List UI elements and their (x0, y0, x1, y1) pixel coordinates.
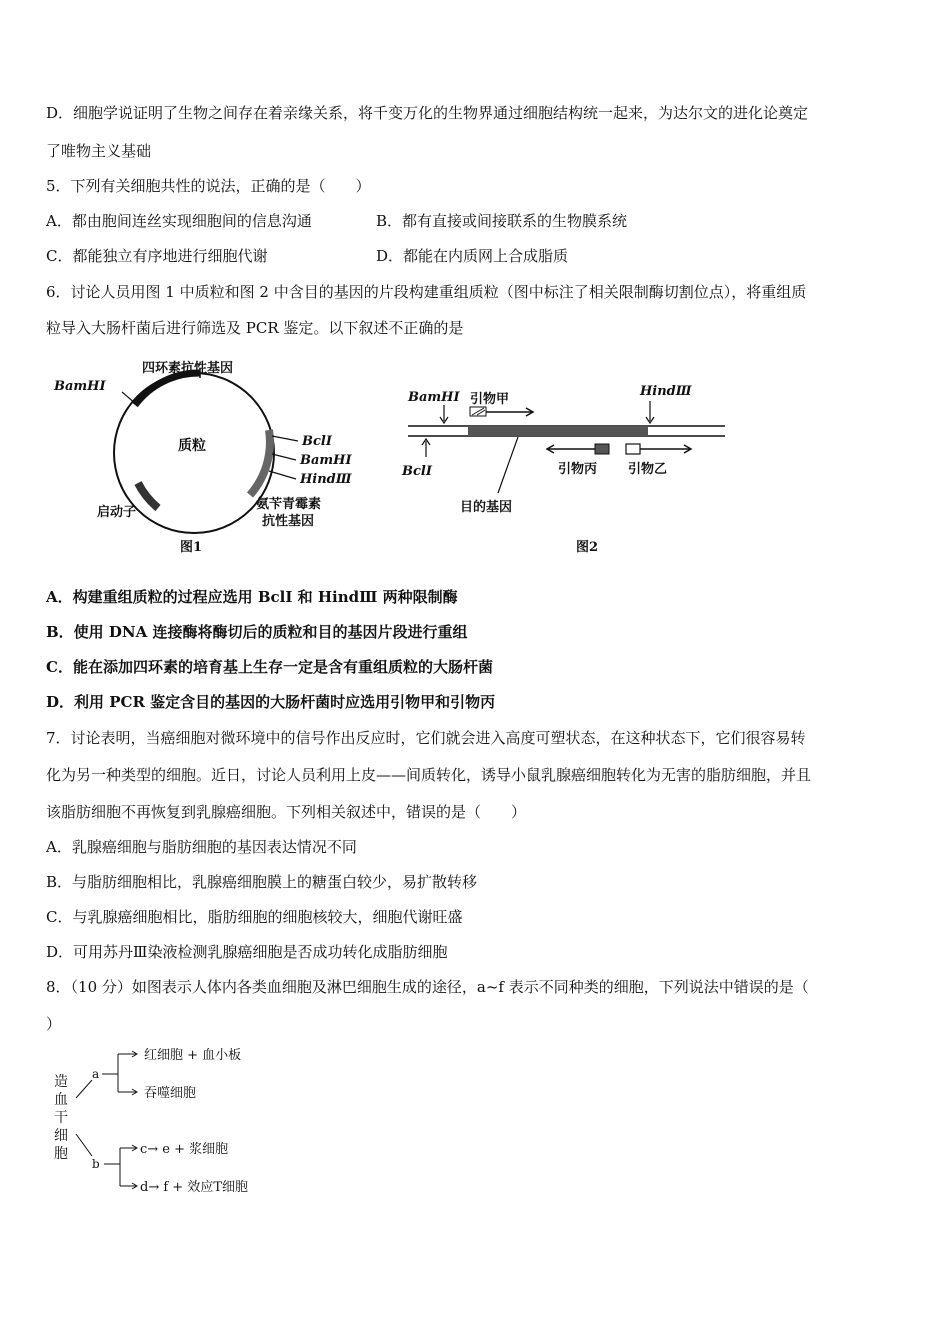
amp-gene-label-1: 氨苄青霉素 (256, 497, 322, 512)
target-gene-label: 目的基因 (460, 500, 513, 515)
primer-c-box (595, 444, 609, 454)
bamh1-label: BamHⅠ (408, 390, 460, 405)
q6-option-a: A．构建重组质粒的过程应选用 BclⅠ 和 HindⅢ 两种限制酶 (46, 588, 458, 606)
option-d-line2: 了唯物主义基础 (46, 142, 152, 160)
primer-b-box (626, 444, 640, 454)
promoter-segment (138, 483, 158, 508)
q6-option-c: C．能在添加四环素的培育基上生存一定是含有重组质粒的大肠杆菌 (46, 658, 493, 676)
plasmid-label: 质粒 (178, 438, 206, 454)
cell-a-label: a (92, 1067, 100, 1081)
q5-option-c: C．都能独立有序地进行细胞代谢 (46, 247, 268, 265)
q7-option-d: D．可用苏丹Ⅲ染液检测乳腺癌细胞是否成功转化成脂肪细胞 (46, 943, 448, 961)
hind3-label: HindⅢ (300, 472, 352, 487)
question-8-line2: ） (46, 1015, 62, 1033)
figure-2-caption: 图2 (576, 540, 599, 555)
b-output-1: c→ e + 浆细胞 (140, 1142, 229, 1157)
stem-char-1: 造 (54, 1074, 68, 1090)
b-output-2: d→ f + 效应T细胞 (140, 1180, 248, 1195)
primer-c-label: 引物丙 (558, 462, 598, 477)
q6-option-d: D．利用 PCR 鉴定含目的基因的大肠杆菌时应选用引物甲和引物丙 (46, 693, 496, 711)
question-7-line3: 该脂肪细胞不再恢复到乳腺癌细胞。下列相关叙述中，错误的是（ ） (46, 803, 527, 821)
question-6-line2: 粒导入大肠杆菌后进行筛选及 PCR 鉴定。以下叙述不正确的是 (46, 319, 464, 337)
q7-option-a: A．乳腺癌细胞与脂肪细胞的基因表达情况不同 (46, 838, 357, 856)
hind3-label: HindⅢ (640, 384, 692, 399)
figure-1-plasmid (50, 350, 380, 560)
stem-char-2: 血 (54, 1092, 68, 1108)
question-7-line2: 化为另一种类型的细胞。近日，讨论人员利用上皮——间质转化，诱导小鼠乳腺癌细胞转化为无害的脂肪细胞，并且 (46, 766, 812, 784)
stem-char-5: 胞 (54, 1146, 68, 1162)
stem-char-4: 细 (54, 1128, 68, 1144)
target-gene-bar (468, 426, 648, 436)
promoter-label: 启动子 (97, 505, 137, 520)
q5-option-d: D．都能在内质网上合成脂质 (376, 247, 569, 265)
stem-char-3: 干 (54, 1110, 68, 1126)
question-8-line1: 8．（10 分）如图表示人体内各类血细胞及淋巴细胞生成的途径，a~f 表示不同种类的细胞，下列说法中错误的是（ (46, 978, 809, 996)
a-output-1: 红细胞 + 血小板 (144, 1048, 242, 1063)
tet-gene-label: 四环素抗性基因 (142, 361, 234, 376)
option-d-line1: D．细胞学说证明了生物之间存在着亲缘关系，将千变万化的生物界通过细胞结构统一起来，为达尔文的进化论奠定 (46, 104, 809, 122)
primer-b-label: 引物乙 (628, 462, 668, 477)
figure-1-caption: 图1 (180, 540, 203, 555)
q7-option-c: C．与乳腺癌细胞相比，脂肪细胞的细胞核较大，细胞代谢旺盛 (46, 908, 463, 926)
bamh1-left-label: BamHⅠ (54, 379, 106, 394)
a-output-2: 吞噬细胞 (144, 1086, 197, 1101)
question-5: 5．下列有关细胞共性的说法，正确的是（ ） (46, 177, 371, 195)
question-6-line1: 6．讨论人员用图 1 中质粒和图 2 中含目的基因的片段构建重组质粒（图中标注了相关限制酶切割位点），将重组质 (46, 283, 807, 301)
q5-option-a: A．都由胞间连丝实现细胞间的信息沟通 (46, 212, 312, 230)
q5-option-b: B．都有直接或间接联系的生物膜系统 (376, 212, 628, 230)
cell-b-label: b (92, 1157, 100, 1171)
question-7-line1: 7．讨论表明，当癌细胞对微环境中的信号作出反应时，它们就会进入高度可塑状态，在这种状态下，它们很容易转 (46, 729, 806, 747)
amp-gene-label-2: 抗性基因 (262, 514, 315, 529)
primer-a-label: 引物甲 (470, 392, 510, 407)
q6-option-b: B．使用 DNA 连接酶将酶切后的质粒和目的基因片段进行重组 (46, 623, 468, 641)
q7-option-b: B．与脂肪细胞相比，乳腺癌细胞膜上的糖蛋白较少，易扩散转移 (46, 873, 478, 891)
figure-2-fragment (400, 375, 740, 560)
bcl1-label: BclⅠ (302, 434, 332, 449)
bamh1-right-label: BamHⅠ (300, 453, 352, 468)
bcl1-label: BclⅠ (402, 464, 432, 479)
figure-3-hematopoiesis (50, 1040, 300, 1210)
